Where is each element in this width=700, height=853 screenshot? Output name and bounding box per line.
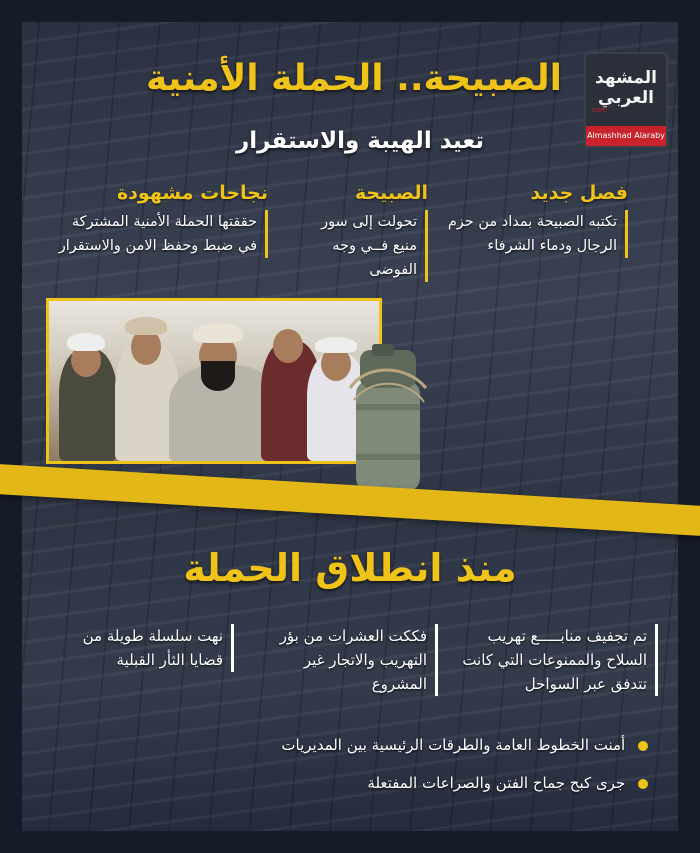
main-title: الصبيحة.. الحملة الأمنية: [145, 58, 563, 99]
column-body: تكتبه الصبيحة بمداد من حزم الرجال ودماء الشرفاء: [438, 210, 628, 258]
logo-com: com: [592, 106, 607, 114]
achievement-text: تم تجفيف منابـــــع تهريب السلاح والممنوعات التي كانت تتدفق عبر السواحل: [453, 624, 658, 696]
column-new-chapter: [438, 182, 628, 258]
column-successes: [53, 182, 268, 258]
bullet-item: [367, 774, 648, 792]
section-title: منذ انطلاق الحملة: [183, 546, 517, 590]
barrel-image: [346, 344, 430, 496]
column-heading: نجاحات مشهودة: [116, 182, 268, 204]
logo-line-1: المشهد: [595, 68, 657, 88]
column-body: تحولت إلى سور منيع فــي وجه الفوضى: [293, 210, 428, 282]
bullet-item: [281, 736, 648, 754]
logo-latin-name: Almashhad Alaraby: [586, 126, 666, 146]
column-heading: فصل جديد: [530, 182, 628, 204]
column-body: حققتها الحملة الأمنية المشتركة في ضبط وحفظ الامن والاستقرار: [53, 210, 268, 258]
bullet-text: أمنت الخطوط العامة والطرقات الرئيسية بين المديريات: [281, 736, 626, 754]
achievement-text: فككت العشرات من بؤر التهريب والاتجار غير المشروع: [258, 624, 438, 696]
achievement-item: [54, 624, 234, 672]
achievement-text: نهت سلسلة طويلة من قضايا الثأر القبلية: [54, 624, 234, 672]
bullet-text: جرى كبح جماح الفتن والصراعات المفتعلة: [367, 774, 626, 792]
campaign-photo: [46, 298, 382, 464]
brand-logo: [586, 54, 666, 146]
yellow-dot-icon: [638, 741, 648, 751]
achievement-item: [258, 624, 438, 696]
column-heading: الصبيحة: [354, 182, 428, 204]
achievement-item: [453, 624, 658, 696]
logo-line-2: العربي: [598, 88, 654, 108]
yellow-dot-icon: [638, 779, 648, 789]
column-subayha: [293, 182, 428, 282]
subtitle: تعيد الهيبة والاستقرار: [235, 128, 485, 154]
